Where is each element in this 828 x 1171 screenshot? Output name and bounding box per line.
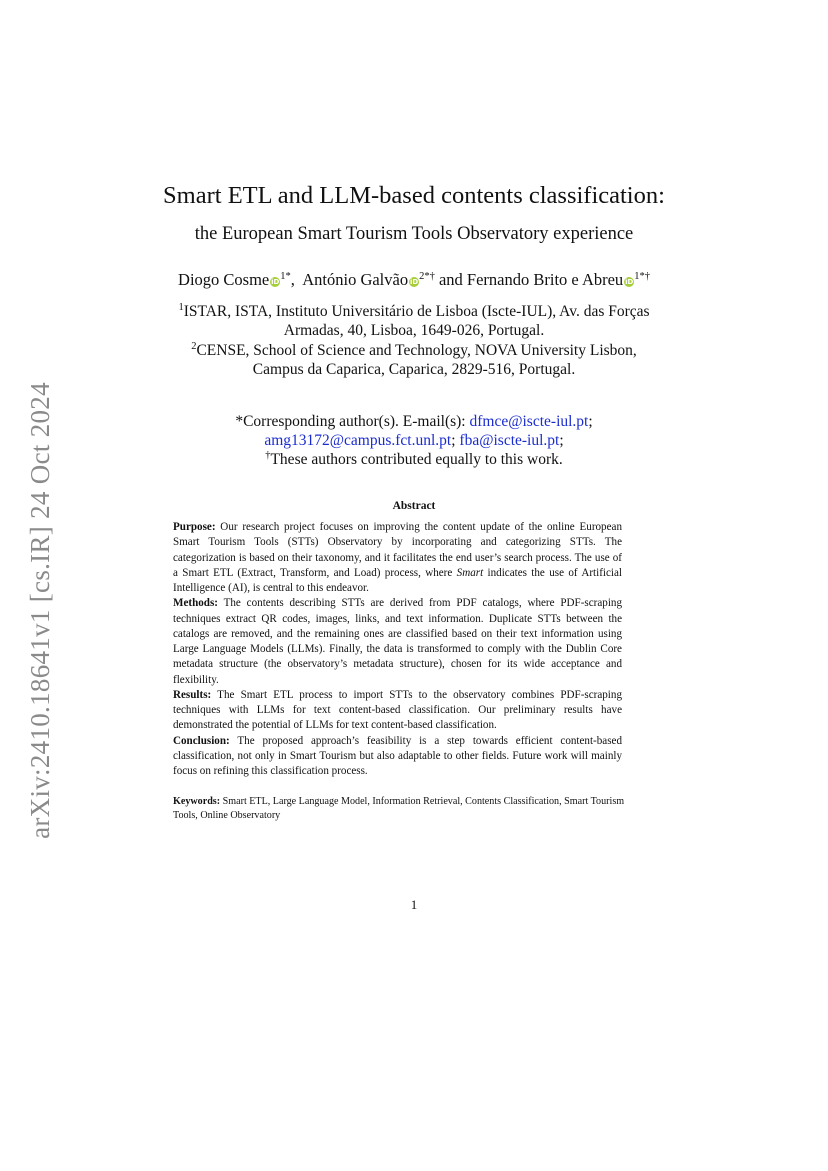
email-separator: ; <box>559 432 564 449</box>
affiliation-mark: 2 <box>191 341 197 352</box>
abstract-methods <box>173 596 622 688</box>
abstract-conclusion <box>173 734 622 780</box>
orcid-icon[interactable]: iD <box>625 278 634 286</box>
abstract-text: indicates the use of Artificial Intelligence (AI), is central to this endeavor. <box>173 566 622 594</box>
author-affil-mark: 1* <box>280 271 291 282</box>
author-affil-mark: 1*† <box>634 271 650 282</box>
author-name: Fernando Brito e Abreu <box>466 270 624 289</box>
orcid-icon[interactable]: iD <box>409 278 419 286</box>
author-name: António Galvão <box>302 270 409 289</box>
author-list <box>0 270 828 290</box>
paper-subtitle: the European Smart Tourism Tools Observatory experience <box>194 224 634 244</box>
author-separator: and <box>434 270 467 289</box>
author-separator: , <box>290 270 303 289</box>
affiliation <box>0 341 828 379</box>
abstract-text: The proposed approach’s feasibility is a step towards efficient content-based classification, not only in Smart Tourism but also adaptable to other fields. Future work will mainly focus on refining this classification process. <box>173 734 622 777</box>
orcid-icon[interactable]: iD <box>271 278 280 286</box>
paper-title: Smart ETL and LLM-based contents classification: <box>163 182 665 209</box>
corresponding-authors <box>0 412 828 469</box>
abstract-text: The Smart ETL process to import STTs to the observatory combines PDF-scraping techniques with LLMs for text content-based classification. Our preliminary results have demonstrated the potential of LLMs for text content-based classification. <box>173 688 622 732</box>
equal-contribution-note: These authors contributed equally to this work. <box>270 451 563 468</box>
affiliation-line: ISTAR, ISTA, Instituto Universitário de Lisboa (Iscte-IUL), Av. das Forças <box>183 303 650 320</box>
corresponding-prefix: *Corresponding author(s). E-mail(s): <box>235 413 470 430</box>
author-name: Diogo Cosme <box>178 270 270 289</box>
section-label: Methods: <box>173 597 218 610</box>
email-link[interactable]: fba@iscte-iul.pt <box>459 432 560 449</box>
affiliation-line: CENSE, School of Science and Technology, NOVA University Lisbon, <box>196 342 637 359</box>
page-number: 1 <box>410 897 418 912</box>
abstract-results <box>173 688 622 734</box>
abstract-heading: Abstract <box>392 500 436 512</box>
section-label: Conclusion: <box>173 734 230 747</box>
abstract-body <box>173 520 622 779</box>
affiliation-line: Campus da Caparica, Caparica, 2829-516, Portugal. <box>252 361 576 378</box>
keywords-label: Keywords: <box>173 796 221 807</box>
email-separator: ; <box>451 432 456 449</box>
abstract-text-italic: Smart <box>456 566 484 579</box>
section-label: Purpose: <box>173 521 216 533</box>
keywords <box>173 795 628 822</box>
email-link[interactable]: dfmce@iscte-iul.pt <box>469 413 589 430</box>
keywords-text: Smart ETL, Large Language Model, Information Retrieval, Contents Classification, Smart Tourism Tools, Online Observatory <box>173 796 625 821</box>
affiliation-mark: 1 <box>178 302 184 313</box>
author-affil-mark: 2*† <box>419 271 435 282</box>
affiliation-line: Armadas, 40, Lisboa, 1649-026, Portugal. <box>283 322 545 339</box>
email-separator: ; <box>588 413 593 430</box>
abstract-purpose <box>173 520 622 596</box>
equal-contribution-mark: † <box>265 450 271 461</box>
abstract-text: Our research project focuses on improving the content update of the online European Smart Tourism Tools (STTs) Observatory by incorporating and categorizing STTs. The categorization is based on their taxonomy, and it facilitates the end user’s search process. The use of a Smart ETL (Extract, Transform, and Load) process, where <box>173 521 622 579</box>
arxiv-id: arXiv:2410.18641v1 [cs.IR] 24 Oct 2024 <box>24 381 55 839</box>
abstract-text: The contents describing STTs are derived from PDF catalogs, where PDF-scraping techniques extract QR codes, images, links, and text information. Duplicate STTs between the catalogs are removed, and the remaining ones are classified based on their text information using Large Language Models (LLMs). Finally, the data is transformed to comply with the Dublin Core metadata structure (the observatory’s metadata structure), chosen for its wide acceptance and flexibility. <box>173 597 622 686</box>
affiliation <box>0 302 828 340</box>
email-link[interactable]: amg13172@campus.fct.unl.pt <box>264 432 452 449</box>
section-label: Results: <box>173 688 212 701</box>
